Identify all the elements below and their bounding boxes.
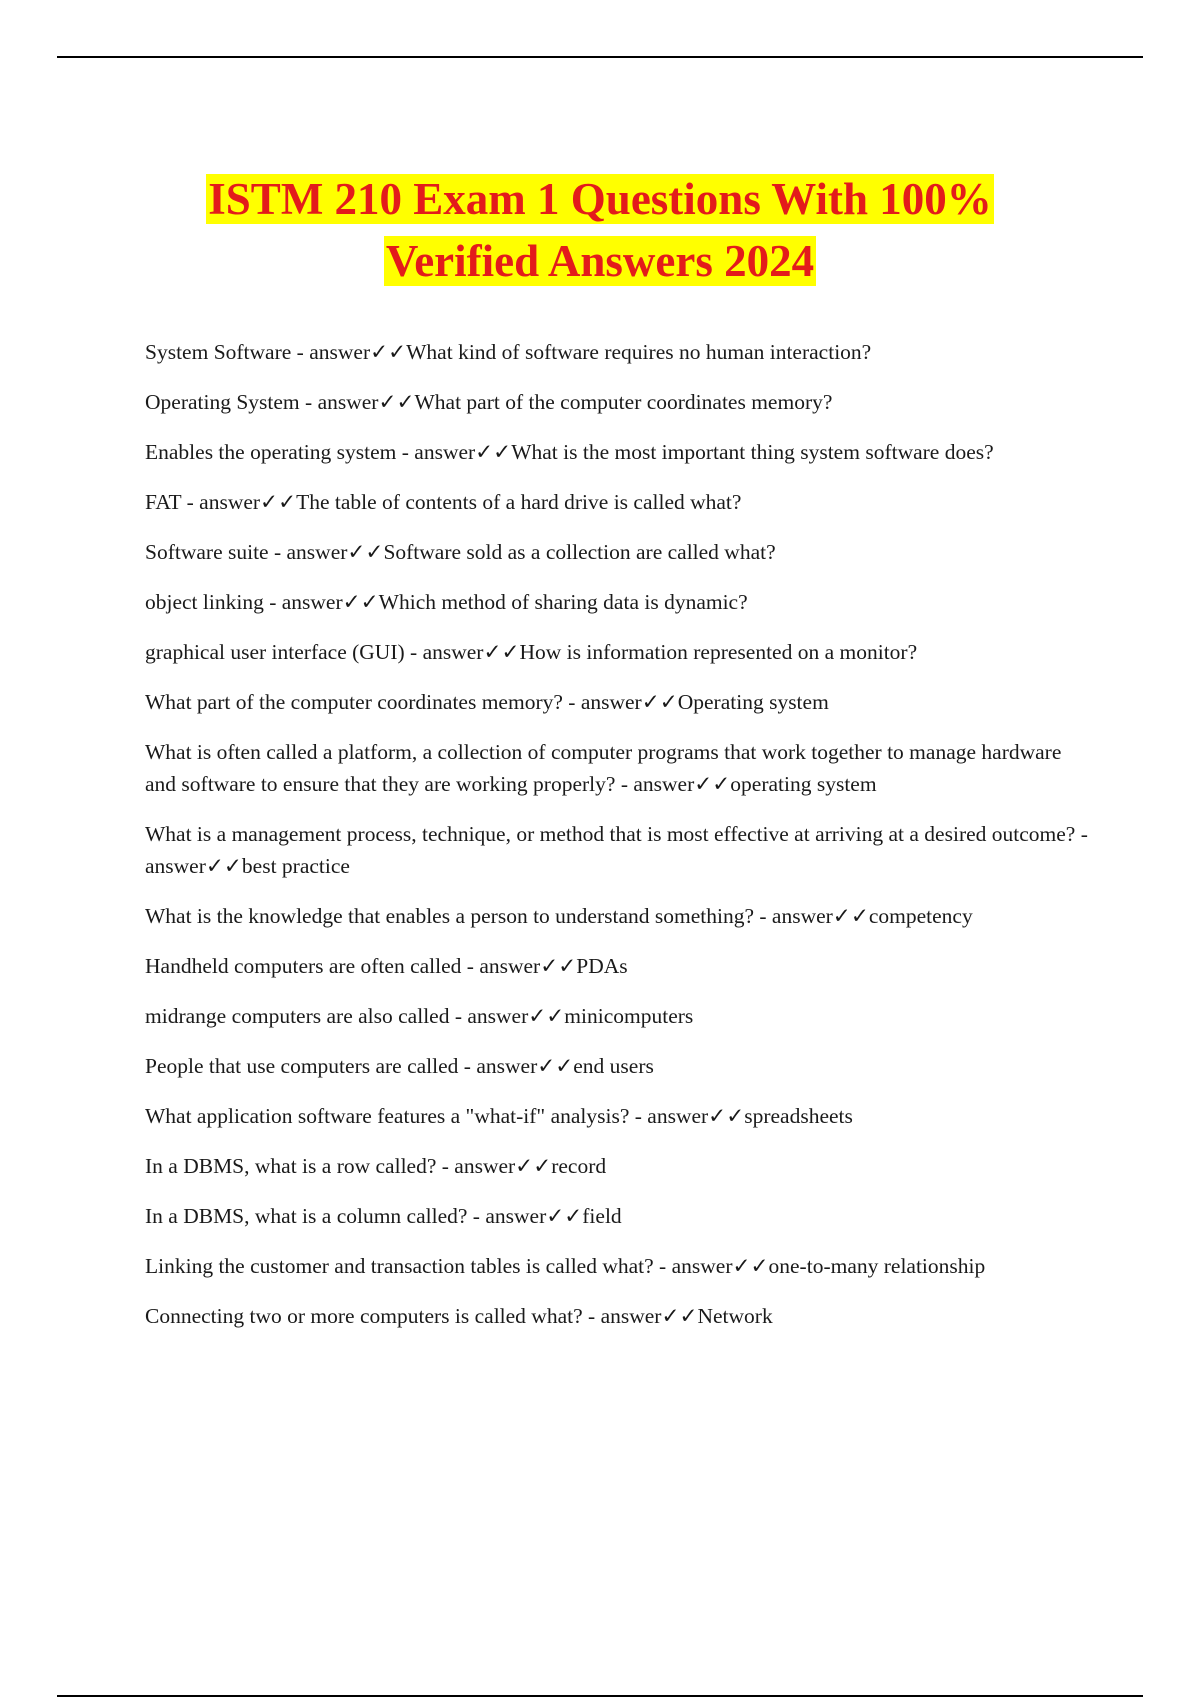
- qa-term: What application software features a "what-if" analysis? -: [145, 1104, 648, 1128]
- answer-marker: answer✓✓: [317, 390, 415, 414]
- answer-marker: answer✓✓: [145, 854, 242, 878]
- answer-marker: answer✓✓: [671, 1254, 769, 1278]
- answer-marker: answer✓✓: [600, 1304, 698, 1328]
- answer-marker: answer✓✓: [476, 1054, 574, 1078]
- qa-item: [145, 1200, 1090, 1232]
- answer-marker: answer✓✓: [485, 1204, 583, 1228]
- qa-answer: best practice: [241, 854, 350, 878]
- top-rule: [57, 56, 1143, 58]
- qa-answer: PDAs: [576, 954, 628, 978]
- qa-answer: Network: [697, 1304, 773, 1328]
- qa-list: [145, 336, 1090, 1350]
- qa-term: Handheld computers are often called -: [145, 954, 480, 978]
- title-line-1: ISTM 210 Exam 1 Questions With 100%: [208, 174, 992, 224]
- qa-item: [145, 1050, 1090, 1082]
- bottom-rule: [57, 1695, 1143, 1697]
- qa-item: [145, 336, 1090, 368]
- answer-marker: answer✓✓: [414, 440, 512, 464]
- qa-item: [145, 586, 1090, 618]
- qa-answer: end users: [573, 1054, 654, 1078]
- qa-answer: Operating system: [677, 690, 829, 714]
- qa-answer: competency: [868, 904, 973, 928]
- qa-answer: operating system: [730, 772, 877, 796]
- qa-term: What is often called a platform, a collection of computer programs that work together to manage hardware and software to ensure that they are working properly? -: [145, 740, 1062, 796]
- qa-term: Linking the customer and transaction tables is called what? -: [145, 1254, 672, 1278]
- qa-term: In a DBMS, what is a column called? -: [145, 1204, 486, 1228]
- qa-item: [145, 1100, 1090, 1132]
- qa-answer: record: [551, 1154, 607, 1178]
- qa-term: System Software -: [145, 340, 310, 364]
- qa-item: [145, 636, 1090, 668]
- qa-term: FAT -: [145, 490, 200, 514]
- qa-item: [145, 686, 1090, 718]
- qa-answer: What kind of software requires no human interaction?: [406, 340, 872, 364]
- qa-term: object linking -: [145, 590, 282, 614]
- qa-item: [145, 736, 1090, 800]
- answer-marker: answer✓✓: [309, 340, 407, 364]
- qa-term: In a DBMS, what is a row called? -: [145, 1154, 455, 1178]
- qa-term: Software suite -: [145, 540, 287, 564]
- qa-item: [145, 1300, 1090, 1332]
- qa-term: midrange computers are also called -: [145, 1004, 468, 1028]
- qa-item: [145, 1250, 1090, 1282]
- qa-item: [145, 1000, 1090, 1032]
- qa-answer: spreadsheets: [744, 1104, 853, 1128]
- qa-term: Operating System -: [145, 390, 318, 414]
- title-line-2: Verified Answers 2024: [385, 236, 815, 286]
- answer-marker: answer✓✓: [479, 954, 577, 978]
- answer-marker: answer✓✓: [286, 540, 384, 564]
- qa-answer: What part of the computer coordinates memory?: [414, 390, 833, 414]
- qa-item: [145, 818, 1090, 882]
- qa-item: [145, 436, 1090, 468]
- qa-term: What is a management process, technique, or method that is most effective at arriving at a desired outcome? -: [145, 822, 1088, 846]
- answer-marker: answer✓✓: [199, 490, 297, 514]
- qa-answer: field: [582, 1204, 622, 1228]
- qa-answer: Which method of sharing data is dynamic?: [378, 590, 748, 614]
- answer-marker: answer✓✓: [771, 904, 869, 928]
- qa-answer: Software sold as a collection are called what?: [383, 540, 776, 564]
- answer-marker: answer✓✓: [467, 1004, 565, 1028]
- qa-item: [145, 1150, 1090, 1182]
- qa-term: People that use computers are called -: [145, 1054, 477, 1078]
- qa-term: What part of the computer coordinates memory? -: [145, 690, 581, 714]
- qa-term: Enables the operating system -: [145, 440, 415, 464]
- answer-marker: answer✓✓: [281, 590, 379, 614]
- answer-marker: answer✓✓: [647, 1104, 745, 1128]
- answer-marker: answer✓✓: [580, 690, 678, 714]
- qa-answer: minicomputers: [564, 1004, 694, 1028]
- qa-answer: one-to-many relationship: [768, 1254, 986, 1278]
- answer-marker: answer✓✓: [422, 640, 520, 664]
- answer-marker: answer✓✓: [633, 772, 731, 796]
- qa-term: graphical user interface (GUI) -: [145, 640, 423, 664]
- qa-item: [145, 536, 1090, 568]
- qa-item: [145, 486, 1090, 518]
- qa-answer: How is information represented on a monitor?: [519, 640, 918, 664]
- qa-term: What is the knowledge that enables a person to understand something? -: [145, 904, 772, 928]
- qa-term: Connecting two or more computers is called what? -: [145, 1304, 601, 1328]
- qa-item: [145, 386, 1090, 418]
- qa-item: [145, 950, 1090, 982]
- qa-answer: The table of contents of a hard drive is called what?: [296, 490, 742, 514]
- qa-answer: What is the most important thing system software does?: [511, 440, 994, 464]
- document-title: [57, 168, 1143, 292]
- qa-item: [145, 900, 1090, 932]
- answer-marker: answer✓✓: [454, 1154, 552, 1178]
